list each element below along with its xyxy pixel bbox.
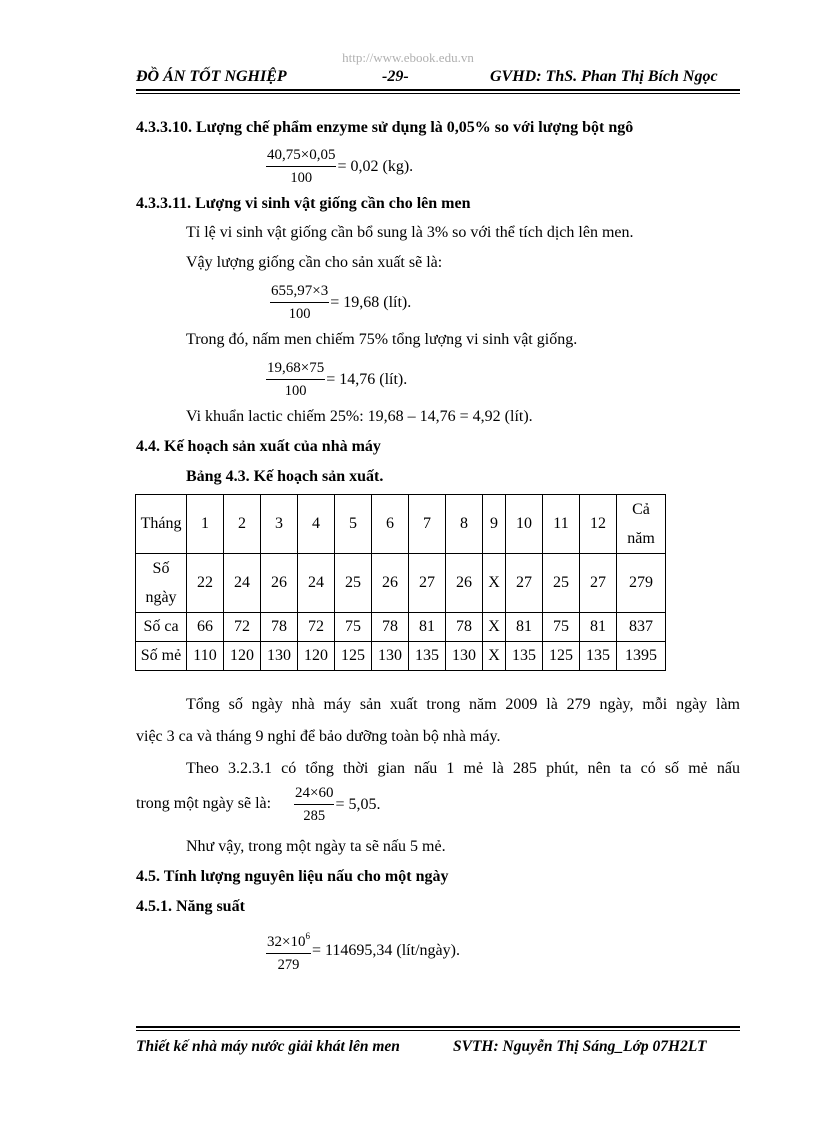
table-cell: 110: [187, 642, 224, 671]
section-heading-4-5-1: 4.5.1. Năng suất: [136, 898, 245, 915]
formula-denominator: 279: [277, 957, 300, 973]
production-plan-table: [135, 494, 666, 671]
formula-culture-volume: [270, 283, 411, 323]
table-cell: 130: [261, 642, 298, 671]
table-cell: 81: [580, 613, 617, 642]
footer-title: Thiết kế nhà máy nước giải khát lên men: [136, 1038, 400, 1055]
table-cell: 24: [224, 554, 261, 613]
table-header-cell: 3: [261, 495, 298, 554]
table-cell: 120: [224, 642, 261, 671]
row-label-line1: Số: [152, 560, 170, 577]
formula-enzyme: [266, 147, 413, 187]
table-header-cell: Tháng: [136, 495, 187, 554]
table-cell: 135: [506, 642, 543, 671]
table-header-cell: 1: [187, 495, 224, 554]
formula-result: = 0,02 (kg).: [337, 158, 414, 175]
table-header-row: [136, 495, 666, 554]
row-label: Số mẻ: [136, 642, 187, 671]
formula-numerator: 40,75×0,05: [266, 147, 336, 167]
formula-capacity: [266, 928, 460, 974]
table-cell: 75: [335, 613, 372, 642]
table-cell: 72: [298, 613, 335, 642]
table-header-cell: 5: [335, 495, 372, 554]
table-header-cell: 7: [409, 495, 446, 554]
paragraph-line: trong một ngày sẽ là:: [136, 795, 272, 812]
paragraph-line: Theo 3.2.3.1 có tổng thời gian nấu 1 mẻ là 285 phút, nên ta có số mẻ nấu: [186, 760, 740, 777]
table-cell: 26: [261, 554, 298, 613]
formula-denominator: 100: [284, 383, 307, 399]
year-label-line1: Cả: [632, 501, 650, 518]
table-cell: 837: [617, 613, 666, 642]
formula-numerator: 19,68×75: [266, 360, 325, 380]
header-rule: [136, 89, 740, 91]
table-header-cell: 2: [224, 495, 261, 554]
table-row: [136, 554, 666, 613]
table-cell: 27: [409, 554, 446, 613]
paragraph: Trong đó, nấm men chiếm 75% tổng lượng vi sinh vật giống.: [186, 331, 578, 348]
table-caption: Bảng 4.3. Kế hoạch sản xuất.: [186, 468, 384, 485]
paragraph: Tỉ lệ vi sinh vật giống cần bổ sung là 3% so với thể tích dịch lên men.: [186, 224, 634, 241]
section-heading-4-4: 4.4. Kế hoạch sản xuất của nhà máy: [136, 438, 381, 455]
table-cell: 125: [335, 642, 372, 671]
table-cell: 24: [298, 554, 335, 613]
table-header-cell: 10: [506, 495, 543, 554]
footer-rule: [136, 1026, 740, 1028]
formula-result: = 114695,34 (lít/ngày).: [311, 942, 460, 959]
table-row: [136, 642, 666, 671]
table-header-cell: 6: [372, 495, 409, 554]
table-cell: 26: [372, 554, 409, 613]
table-header-cell: 8: [446, 495, 483, 554]
formula-batches-per-day: [294, 785, 381, 825]
table-cell: 27: [506, 554, 543, 613]
paragraph: Vậy lượng giống cần cho sản xuất sẽ là:: [186, 254, 443, 271]
formula-denominator: 100: [288, 306, 311, 322]
table-cell: 66: [187, 613, 224, 642]
table-cell: X: [483, 554, 506, 613]
paragraph-line: Tổng số ngày nhà máy sản xuất trong năm 2009 là 279 ngày, mỗi ngày làm: [186, 696, 740, 713]
footer-student: SVTH: Nguyễn Thị Sáng_Lớp 07H2LT: [453, 1038, 707, 1055]
table-cell: 78: [261, 613, 298, 642]
table-cell: 25: [543, 554, 580, 613]
formula-result: = 5,05.: [335, 796, 381, 813]
watermark: http://www.ebook.edu.vn: [342, 50, 474, 65]
table-header-cell: 11: [543, 495, 580, 554]
table-cell: 75: [543, 613, 580, 642]
row-label: Số ca: [136, 613, 187, 642]
year-label-line2: năm: [627, 530, 655, 547]
table-cell: 81: [506, 613, 543, 642]
table-header-cell: 9: [483, 495, 506, 554]
formula-result: = 19,68 (lít).: [330, 294, 412, 311]
table-cell: 135: [580, 642, 617, 671]
table-cell: 1395: [617, 642, 666, 671]
formula-result: = 14,76 (lít).: [326, 371, 408, 388]
numerator-base: 32×10: [267, 934, 306, 950]
table-cell: 279: [617, 554, 666, 613]
header-title: ĐỒ ÁN TỐT NGHIỆP: [136, 68, 287, 85]
table-header-cell: 12: [580, 495, 617, 554]
footer-rule-thin: [136, 1030, 740, 1031]
table-cell: 72: [224, 613, 261, 642]
formula-denominator: 100: [290, 170, 313, 186]
formula-numerator: 655,97×3: [270, 283, 329, 303]
table-cell: 130: [446, 642, 483, 671]
row-label-line2: ngày: [145, 589, 177, 606]
paragraph-line: việc 3 ca và tháng 9 nghỉ để bảo dưỡng toàn bộ nhà máy.: [136, 728, 501, 745]
formula-numerator: 24×60: [294, 785, 334, 805]
table-cell: 22: [187, 554, 224, 613]
paragraph: Vi khuẩn lactic chiếm 25%: 19,68 – 14,76 = 4,92 (lít).: [186, 408, 533, 425]
table-row: [136, 613, 666, 642]
formula-yeast: [266, 360, 407, 400]
table-cell: 25: [335, 554, 372, 613]
formula-denominator: 285: [303, 808, 326, 824]
section-heading-4-5: 4.5. Tính lượng nguyên liệu nấu cho một ngày: [136, 868, 449, 885]
table-cell: 26: [446, 554, 483, 613]
table-cell: X: [483, 613, 506, 642]
table-cell: 125: [543, 642, 580, 671]
table-cell: 81: [409, 613, 446, 642]
numerator-exponent: 6: [305, 931, 310, 941]
section-heading-4-3-3-11: 4.3.3.11. Lượng vi sinh vật giống cần cho lên men: [136, 195, 471, 212]
header-advisor: GVHD: ThS. Phan Thị Bích Ngọc: [490, 68, 718, 85]
table-header-cell: 4: [298, 495, 335, 554]
section-heading-4-3-3-10: 4.3.3.10. Lượng chế phẩm enzyme sử dụng là 0,05% so với lượng bột ngô: [136, 119, 634, 136]
table-cell: 27: [580, 554, 617, 613]
table-header-cell-year: [617, 495, 666, 554]
table-cell: 78: [372, 613, 409, 642]
row-label: [136, 554, 187, 613]
table-cell: 120: [298, 642, 335, 671]
paragraph: Như vậy, trong một ngày ta sẽ nấu 5 mẻ.: [186, 838, 446, 855]
table-cell: 78: [446, 613, 483, 642]
table-cell: 135: [409, 642, 446, 671]
page-number: -29-: [382, 68, 409, 85]
formula-numerator: [266, 928, 311, 954]
table-cell: X: [483, 642, 506, 671]
header-rule-thin: [136, 93, 740, 94]
table-cell: 130: [372, 642, 409, 671]
